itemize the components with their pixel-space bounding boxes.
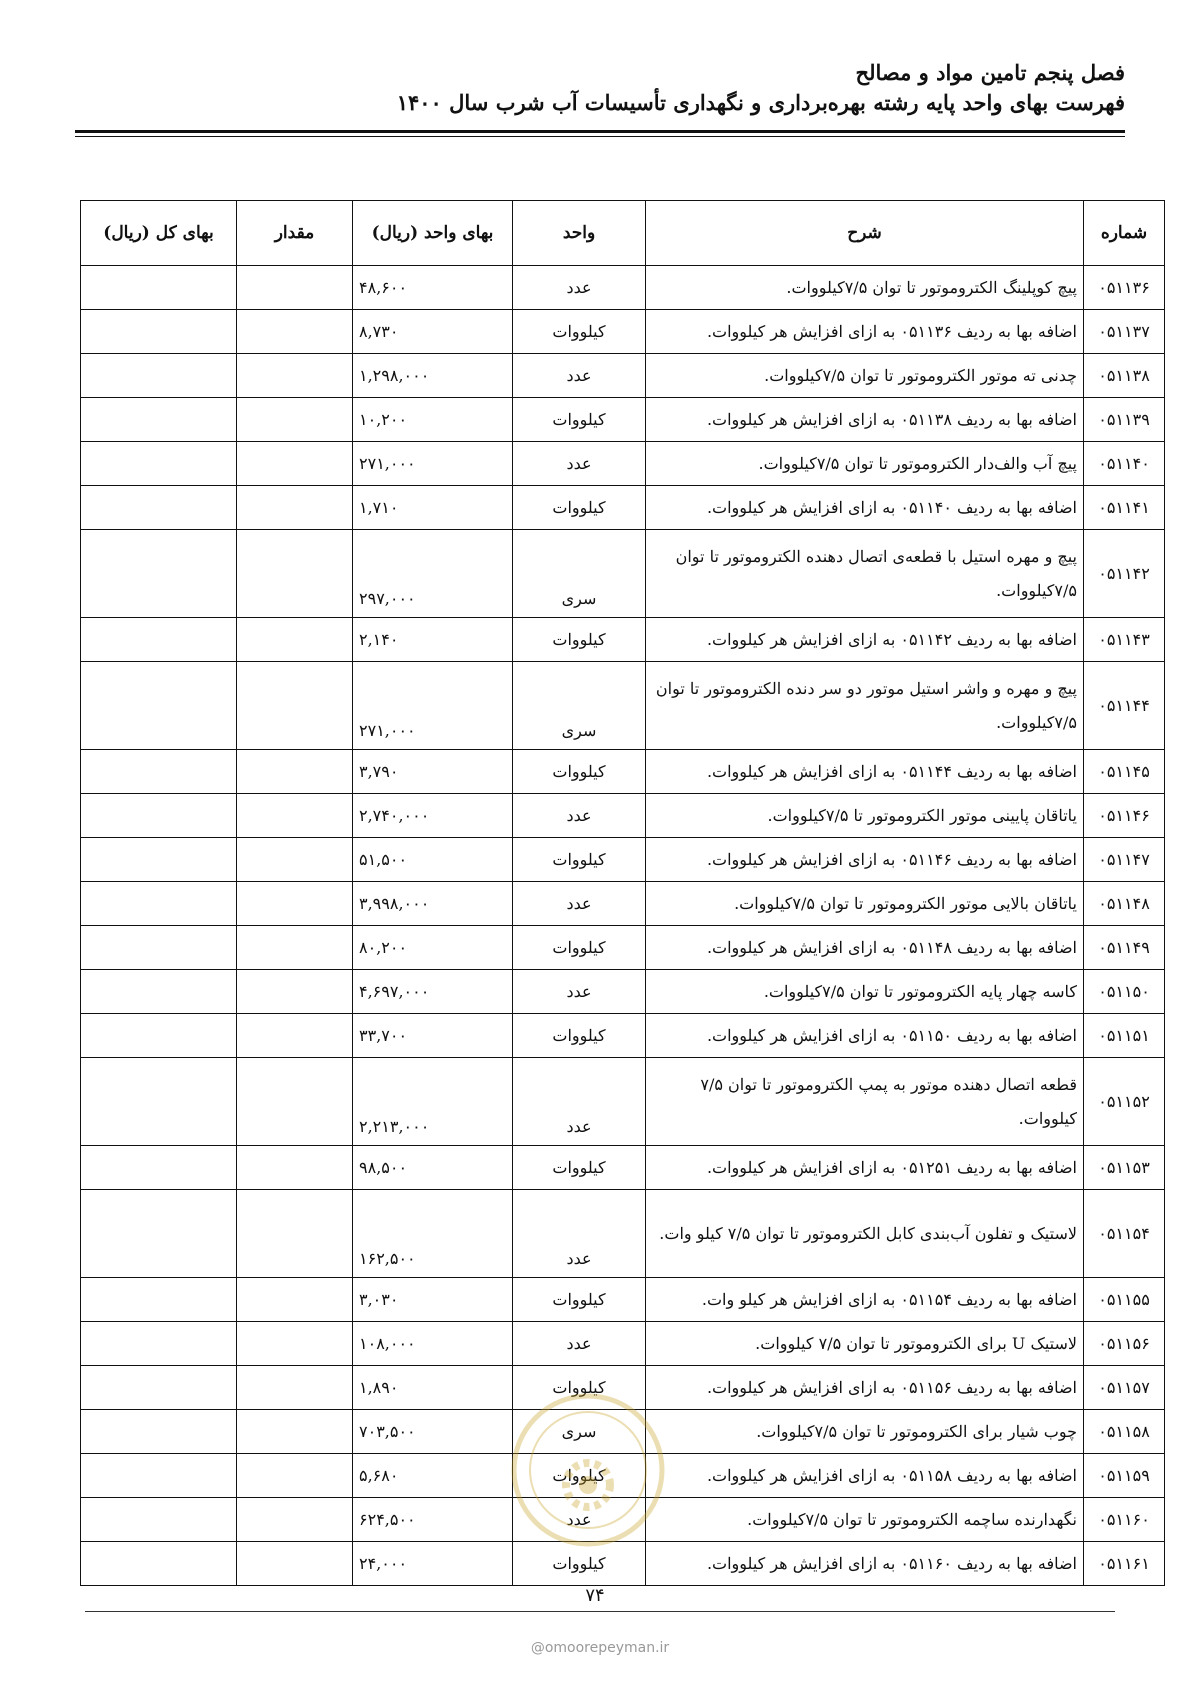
table-row: [81, 1454, 1165, 1498]
cell-quantity: [237, 662, 353, 750]
cell-unit-price: ۸۰,۲۰۰: [353, 926, 513, 970]
cell-unit: کیلووات: [513, 1278, 646, 1322]
table-row: [81, 1190, 1165, 1278]
cell-unit-price: ۳,۰۳۰: [353, 1278, 513, 1322]
cell-unit-price: ۲۹۷,۰۰۰: [353, 530, 513, 618]
cell-unit: عدد: [513, 970, 646, 1014]
cell-quantity: [237, 1542, 353, 1586]
cell-unit-price: ۹۸,۵۰۰: [353, 1146, 513, 1190]
cell-code: ۰۵۱۱۳۶: [1084, 266, 1165, 310]
cell-code: ۰۵۱۱۴۵: [1084, 750, 1165, 794]
cell-code: ۰۵۱۱۳۸: [1084, 354, 1165, 398]
cell-description: کاسه چهار پایه الکتروموتور تا توان ۷/۵کیلووات.: [646, 970, 1084, 1014]
cell-code: ۰۵۱۱۵۱: [1084, 1014, 1165, 1058]
price-table: [80, 200, 1165, 1586]
cell-code: ۰۵۱۱۵۸: [1084, 1410, 1165, 1454]
cell-total: [81, 882, 237, 926]
cell-total: [81, 486, 237, 530]
cell-code: ۰۵۱۱۴۲: [1084, 530, 1165, 618]
cell-unit-price: ۲,۲۱۳,۰۰۰: [353, 1058, 513, 1146]
table-row: [81, 1278, 1165, 1322]
cell-total: [81, 1322, 237, 1366]
cell-total: [81, 1058, 237, 1146]
cell-unit: کیلووات: [513, 618, 646, 662]
table-row: [81, 882, 1165, 926]
cell-quantity: [237, 838, 353, 882]
cell-description: لاستیک U برای الکتروموتور تا توان ۷/۵ کیلووات.: [646, 1322, 1084, 1366]
table-row: [81, 750, 1165, 794]
cell-unit-price: ۴۸,۶۰۰: [353, 266, 513, 310]
col-unit-header: واحد: [513, 201, 646, 266]
table-row: [81, 530, 1165, 618]
cell-description: اضافه بها به ردیف ۰۵۱۱۳۸ به ازای افزایش هر کیلووات.: [646, 398, 1084, 442]
cell-total: [81, 1278, 237, 1322]
cell-quantity: [237, 1454, 353, 1498]
cell-total: [81, 750, 237, 794]
cell-code: ۰۵۱۱۴۰: [1084, 442, 1165, 486]
cell-code: ۰۵۱۱۴۴: [1084, 662, 1165, 750]
cell-total: [81, 1542, 237, 1586]
cell-unit-price: ۲۷۱,۰۰۰: [353, 662, 513, 750]
cell-unit: کیلووات: [513, 1014, 646, 1058]
cell-total: [81, 442, 237, 486]
table-row: [81, 926, 1165, 970]
cell-total: [81, 354, 237, 398]
cell-code: ۰۵۱۱۵۷: [1084, 1366, 1165, 1410]
col-description-header: شرح: [646, 201, 1084, 266]
cell-unit: عدد: [513, 882, 646, 926]
cell-description: اضافه بها به ردیف ۰۵۱۱۴۴ به ازای افزایش هر کیلووات.: [646, 750, 1084, 794]
cell-quantity: [237, 794, 353, 838]
cell-quantity: [237, 486, 353, 530]
table-row: [81, 398, 1165, 442]
cell-unit-price: ۵,۶۸۰: [353, 1454, 513, 1498]
cell-unit: عدد: [513, 266, 646, 310]
cell-unit-price: ۳,۹۹۸,۰۰۰: [353, 882, 513, 926]
cell-unit-price: ۱۶۲,۵۰۰: [353, 1190, 513, 1278]
cell-unit: سری: [513, 662, 646, 750]
cell-description: قطعه اتصال دهنده موتور به پمپ الکتروموتور تا توان ۷/۵ کیلووات.: [646, 1058, 1084, 1146]
cell-code: ۰۵۱۱۵۹: [1084, 1454, 1165, 1498]
cell-unit: کیلووات: [513, 310, 646, 354]
cell-code: ۰۵۱۱۳۹: [1084, 398, 1165, 442]
cell-quantity: [237, 1014, 353, 1058]
cell-unit-price: ۳۳,۷۰۰: [353, 1014, 513, 1058]
cell-total: [81, 1410, 237, 1454]
page-header: [75, 58, 1125, 118]
cell-unit-price: ۶۲۴,۵۰۰: [353, 1498, 513, 1542]
table-row: [81, 310, 1165, 354]
cell-description: چدنی ته موتور الکتروموتور تا توان ۷/۵کیلووات.: [646, 354, 1084, 398]
cell-quantity: [237, 1278, 353, 1322]
cell-total: [81, 1146, 237, 1190]
table-row: [81, 1366, 1165, 1410]
footer-rule: [85, 1611, 1115, 1612]
table-row: [81, 266, 1165, 310]
cell-description: اضافه بها به ردیف ۰۵۱۱۵۸ به ازای افزایش هر کیلووات.: [646, 1454, 1084, 1498]
cell-unit: عدد: [513, 1322, 646, 1366]
page-number: ۷۴: [585, 1585, 605, 1606]
table-row: [81, 1410, 1165, 1454]
cell-code: ۰۵۱۱۵۰: [1084, 970, 1165, 1014]
cell-code: ۰۵۱۱۵۶: [1084, 1322, 1165, 1366]
cell-unit: کیلووات: [513, 1146, 646, 1190]
cell-code: ۰۵۱۱۳۷: [1084, 310, 1165, 354]
cell-description: اضافه بها به ردیف ۰۵۱۲۵۱ به ازای افزایش هر کیلووات.: [646, 1146, 1084, 1190]
cell-unit: کیلووات: [513, 926, 646, 970]
cell-description: نگهدارنده ساچمه الکتروموتور تا توان ۷/۵کیلووات.: [646, 1498, 1084, 1542]
cell-unit: کیلووات: [513, 398, 646, 442]
cell-code: ۰۵۱۱۵۲: [1084, 1058, 1165, 1146]
cell-code: ۰۵۱۱۶۰: [1084, 1498, 1165, 1542]
cell-unit: کیلووات: [513, 1454, 646, 1498]
cell-total: [81, 838, 237, 882]
cell-code: ۰۵۱۱۴۷: [1084, 838, 1165, 882]
cell-unit-price: ۲۴,۰۰۰: [353, 1542, 513, 1586]
table-row: [81, 1146, 1165, 1190]
cell-quantity: [237, 1366, 353, 1410]
cell-code: ۰۵۱۱۴۳: [1084, 618, 1165, 662]
cell-description: اضافه بها به ردیف ۰۵۱۱۳۶ به ازای افزایش هر کیلووات.: [646, 310, 1084, 354]
cell-description: یاتاقان بالایی موتور الکتروموتور تا توان ۷/۵کیلووات.: [646, 882, 1084, 926]
cell-total: [81, 970, 237, 1014]
table-row: [81, 1322, 1165, 1366]
table-row: [81, 1498, 1165, 1542]
cell-total: [81, 1498, 237, 1542]
cell-description: اضافه بها به ردیف ۰۵۱۱۴۸ به ازای افزایش هر کیلووات.: [646, 926, 1084, 970]
table-row: [81, 838, 1165, 882]
cell-description: پیچ و مهره استیل با قطعه‌ی اتصال دهنده الکتروموتور تا توان ۷/۵کیلووات.: [646, 530, 1084, 618]
cell-code: ۰۵۱۱۴۱: [1084, 486, 1165, 530]
cell-unit-price: ۱,۸۹۰: [353, 1366, 513, 1410]
cell-code: ۰۵۱۱۵۵: [1084, 1278, 1165, 1322]
table-body: [81, 266, 1165, 1586]
table-header-row: [81, 201, 1165, 266]
col-code-header: شماره: [1084, 201, 1165, 266]
cell-total: [81, 1454, 237, 1498]
cell-unit: کیلووات: [513, 486, 646, 530]
cell-description: پیچ و مهره و واشر استیل موتور دو سر دنده الکتروموتور تا توان ۷/۵کیلووات.: [646, 662, 1084, 750]
cell-unit-price: ۳,۷۹۰: [353, 750, 513, 794]
cell-quantity: [237, 750, 353, 794]
cell-total: [81, 310, 237, 354]
cell-quantity: [237, 882, 353, 926]
cell-total: [81, 398, 237, 442]
cell-unit: عدد: [513, 442, 646, 486]
cell-total: [81, 794, 237, 838]
cell-quantity: [237, 970, 353, 1014]
cell-description: اضافه بها به ردیف ۰۵۱۱۵۶ به ازای افزایش هر کیلووات.: [646, 1366, 1084, 1410]
cell-quantity: [237, 442, 353, 486]
cell-unit: کیلووات: [513, 1366, 646, 1410]
cell-unit: سری: [513, 1410, 646, 1454]
cell-quantity: [237, 354, 353, 398]
cell-unit: عدد: [513, 354, 646, 398]
cell-unit-price: ۱,۷۱۰: [353, 486, 513, 530]
cell-code: ۰۵۱۱۴۶: [1084, 794, 1165, 838]
table-row: [81, 618, 1165, 662]
cell-total: [81, 618, 237, 662]
cell-description: پیچ آب والف‌دار الکتروموتور تا توان ۷/۵کیلووات.: [646, 442, 1084, 486]
cell-unit: عدد: [513, 794, 646, 838]
table-row: [81, 354, 1165, 398]
table-row: [81, 794, 1165, 838]
cell-unit-price: ۲,۷۴۰,۰۰۰: [353, 794, 513, 838]
cell-unit: عدد: [513, 1498, 646, 1542]
cell-description: اضافه بها به ردیف ۰۵۱۱۴۲ به ازای افزایش هر کیلووات.: [646, 618, 1084, 662]
cell-unit: عدد: [513, 1190, 646, 1278]
cell-quantity: [237, 1190, 353, 1278]
cell-description: لاستیک و تفلون آب‌بندی کابل الکتروموتور تا توان ۷/۵ کیلو وات.: [646, 1190, 1084, 1278]
cell-total: [81, 1014, 237, 1058]
cell-unit: عدد: [513, 1058, 646, 1146]
cell-description: چوب شیار برای الکتروموتور تا توان ۷/۵کیلووات.: [646, 1410, 1084, 1454]
cell-unit: کیلووات: [513, 1542, 646, 1586]
cell-code: ۰۵۱۱۵۴: [1084, 1190, 1165, 1278]
col-quantity-header: مقدار: [237, 201, 353, 266]
cell-code: ۰۵۱۱۵۳: [1084, 1146, 1165, 1190]
cell-description: اضافه بها به ردیف ۰۵۱۱۴۰ به ازای افزایش هر کیلووات.: [646, 486, 1084, 530]
cell-total: [81, 1190, 237, 1278]
col-total-header: بهای کل (ریال): [81, 201, 237, 266]
table-row: [81, 970, 1165, 1014]
cell-code: ۰۵۱۱۴۹: [1084, 926, 1165, 970]
col-unit-price-header: بهای واحد (ریال): [353, 201, 513, 266]
cell-unit-price: ۲,۱۴۰: [353, 618, 513, 662]
cell-total: [81, 926, 237, 970]
cell-quantity: [237, 530, 353, 618]
cell-quantity: [237, 926, 353, 970]
table-row: [81, 1542, 1165, 1586]
cell-unit-price: ۱۰,۲۰۰: [353, 398, 513, 442]
table-row: [81, 662, 1165, 750]
header-rule-thin: [75, 136, 1125, 137]
cell-quantity: [237, 1322, 353, 1366]
cell-description: اضافه بها به ردیف ۰۵۱۱۵۰ به ازای افزایش هر کیلووات.: [646, 1014, 1084, 1058]
cell-quantity: [237, 398, 353, 442]
chapter-title: فصل پنجم تامین مواد و مصالح: [855, 60, 1125, 85]
header-rule-thick: [75, 130, 1125, 133]
cell-description: اضافه بها به ردیف ۰۵۱۱۴۶ به ازای افزایش هر کیلووات.: [646, 838, 1084, 882]
cell-description: اضافه بها به ردیف ۰۵۱۱۵۴ به ازای افزایش هر کیلو وات.: [646, 1278, 1084, 1322]
cell-unit-price: ۷۰۳,۵۰۰: [353, 1410, 513, 1454]
cell-quantity: [237, 618, 353, 662]
cell-quantity: [237, 1146, 353, 1190]
website-watermark: @omoorepeyman.ir: [530, 1640, 670, 1656]
cell-description: پیچ کوپلینگ الکتروموتور تا توان ۷/۵کیلووات.: [646, 266, 1084, 310]
table-row: [81, 486, 1165, 530]
cell-unit-price: ۵۱,۵۰۰: [353, 838, 513, 882]
cell-unit-price: ۴,۶۹۷,۰۰۰: [353, 970, 513, 1014]
price-list-title: فهرست بهای واحد پایه رشته بهره‌برداری و نگهداری تأسیسات آب شرب سال ۱۴۰۰: [396, 90, 1125, 115]
cell-total: [81, 1366, 237, 1410]
cell-unit-price: ۸,۷۳۰: [353, 310, 513, 354]
cell-unit: سری: [513, 530, 646, 618]
cell-description: یاتاقان پایینی موتور الکتروموتور تا ۷/۵کیلووات.: [646, 794, 1084, 838]
cell-quantity: [237, 266, 353, 310]
cell-quantity: [237, 1410, 353, 1454]
cell-unit: کیلووات: [513, 838, 646, 882]
table-row: [81, 442, 1165, 486]
cell-unit-price: ۲۷۱,۰۰۰: [353, 442, 513, 486]
cell-unit: کیلووات: [513, 750, 646, 794]
cell-code: ۰۵۱۱۴۸: [1084, 882, 1165, 926]
cell-total: [81, 266, 237, 310]
cell-unit-price: ۱,۲۹۸,۰۰۰: [353, 354, 513, 398]
table-row: [81, 1058, 1165, 1146]
cell-description: اضافه بها به ردیف ۰۵۱۱۶۰ به ازای افزایش هر کیلووات.: [646, 1542, 1084, 1586]
cell-code: ۰۵۱۱۶۱: [1084, 1542, 1165, 1586]
cell-quantity: [237, 310, 353, 354]
cell-unit-price: ۱۰۸,۰۰۰: [353, 1322, 513, 1366]
cell-quantity: [237, 1058, 353, 1146]
cell-total: [81, 530, 237, 618]
cell-quantity: [237, 1498, 353, 1542]
cell-total: [81, 662, 237, 750]
table-row: [81, 1014, 1165, 1058]
